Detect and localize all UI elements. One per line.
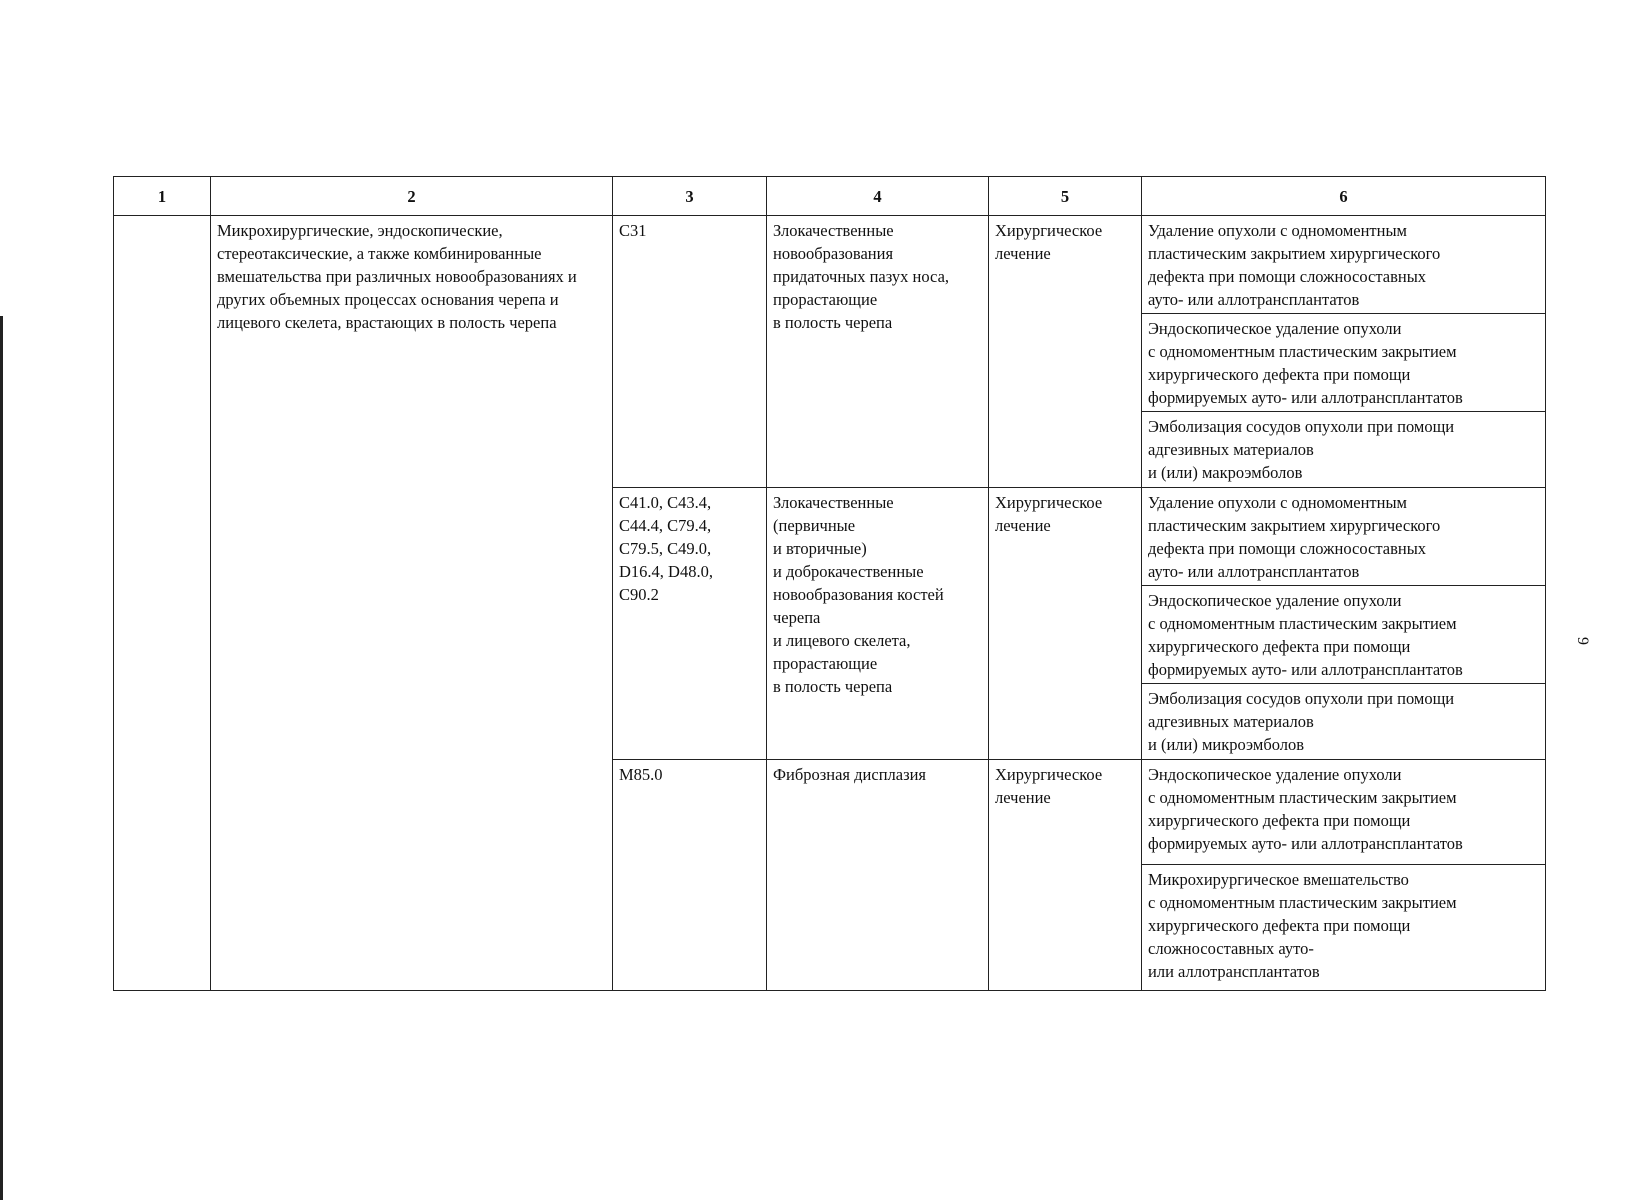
method-cell: Удаление опухоли с одномоментным пластическим закрытием хирургического дефекта при помощи сложносоставных ауто- или аллотрансплантатов [1142, 488, 1546, 586]
page-number: 9 [1574, 637, 1591, 645]
codes-cell: C31 [613, 216, 767, 488]
procedure-cell: Микрохирургические, эндоскопические, стереотаксические, а также комбинированные вмешательства при различных новообразованиях и других объемных процессах основания черепа и лицевого скелета, врастающих в полость черепа [211, 216, 613, 991]
codes-cell: C41.0, C43.4, C44.4, C79.4, C79.5, C49.0, D16.4, D48.0, C90.2 [613, 488, 767, 760]
diagnosis-cell: Фиброзная дисплазия [767, 760, 989, 991]
method-cell: Эндоскопическое удаление опухоли с одномоментным пластическим закрытием хирургического дефекта при помощи формируемых ауто- или аллотрансплантатов [1142, 586, 1546, 684]
header-row [114, 177, 1546, 216]
procedures-table [113, 176, 1546, 991]
diagnosis-cell: Злокачественные (первичные и вторичные) и доброкачественные новообразования костей черепа и лицевого скелета, прорастающие в полость черепа [767, 488, 989, 760]
method-cell: Микрохирургическое вмешательство с одномоментным пластическим закрытием хирургического дефекта при помощи сложносоставных ауто- или аллотрансплантатов [1142, 865, 1546, 991]
method-cell: Эндоскопическое удаление опухоли с одномоментным пластическим закрытием хирургического дефекта при помощи формируемых ауто- или аллотрансплантатов [1142, 314, 1546, 412]
header-col-6: 6 [1142, 177, 1546, 216]
treatment-cell: Хирургическое лечение [989, 216, 1142, 488]
header-col-3: 3 [613, 177, 767, 216]
treatment-cell: Хирургическое лечение [989, 760, 1142, 991]
header-col-5: 5 [989, 177, 1142, 216]
header-col-2: 2 [211, 177, 613, 216]
header-col-1: 1 [114, 177, 211, 216]
codes-cell: M85.0 [613, 760, 767, 991]
method-cell: Эмболизация сосудов опухоли при помощи адгезивных материалов и (или) микроэмболов [1142, 684, 1546, 760]
scan-edge-line [0, 316, 3, 1200]
diagnosis-cell: Злокачественные новообразования придаточных пазух носа, прорастающие в полость черепа [767, 216, 989, 488]
treatment-cell: Хирургическое лечение [989, 488, 1142, 760]
table-row [114, 216, 1546, 314]
method-cell: Эмболизация сосудов опухоли при помощи адгезивных материалов и (или) макроэмболов [1142, 412, 1546, 488]
method-cell: Удаление опухоли с одномоментным пластическим закрытием хирургического дефекта при помощи сложносоставных ауто- или аллотрансплантатов [1142, 216, 1546, 314]
header-col-4: 4 [767, 177, 989, 216]
method-cell: Эндоскопическое удаление опухоли с одномоментным пластическим закрытием хирургического дефекта при помощи формируемых ауто- или аллотрансплантатов [1142, 760, 1546, 865]
number-cell [114, 216, 211, 991]
